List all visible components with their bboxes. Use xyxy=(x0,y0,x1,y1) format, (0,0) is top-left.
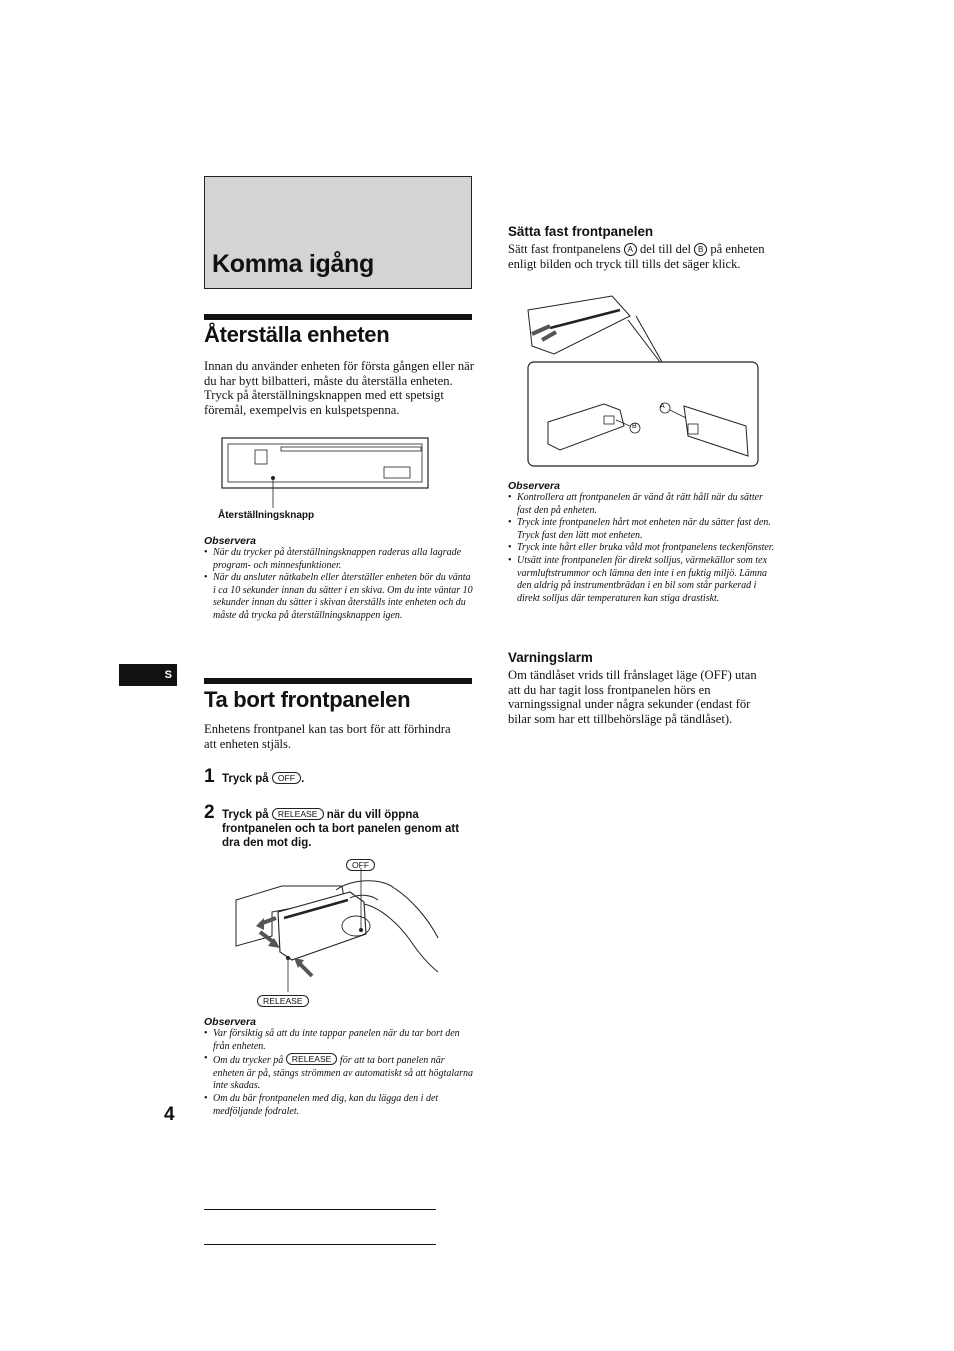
note-2-pre: Om du trycker på xyxy=(213,1055,284,1067)
reset-note-item: • När du ansluter nätkabeln eller återställer enheten bör du vänta i ca 10 sekunder innan du sätter i en skiva. Om du inte väntar 10 sekunder innan du sätter i skivan återställs inte enheten och du måste då trycka på återställningsknappen igen. xyxy=(204,572,474,622)
note-2-post: för att ta bort panelen när enheten är på, stängs strömmen av automatiskt så att högtalarna inte skadas. xyxy=(213,1055,473,1092)
attach-body-pre: Sätt fast frontpanelens xyxy=(508,242,621,256)
attach-panel-illustration xyxy=(520,294,765,470)
reset-section-title: Återställa enheten xyxy=(204,322,390,347)
step-2-pre: Tryck på xyxy=(222,809,269,821)
attach-body-mid: del till del xyxy=(639,242,692,256)
attach-note-item: • Tryck inte hårt eller bruka våld mot frontpanelens teckenfönster. xyxy=(508,542,776,555)
reset-body-text-2: Tryck på återställningsknappen med ett spetsigt föremål, exempelvis en kulspetspenna. xyxy=(204,388,444,417)
circle-b-label: B xyxy=(694,243,707,256)
attach-note-item: • Tryck inte frontpanelen hårt mot enheten när du sätter fast den. Tryck fast den lätt mot enheten. xyxy=(508,517,776,542)
figure-circle-b: B xyxy=(632,423,637,430)
release-button-symbol: RELEASE xyxy=(272,808,324,820)
reset-note-title: Observera xyxy=(204,535,256,547)
chapter-header xyxy=(204,176,472,289)
attach-note-title: Observera xyxy=(508,480,560,492)
reset-body-text: Innan du använder enheten för första gången eller när du har bytt bilbatteri, måste du återställa enheten. xyxy=(204,359,474,388)
warning-body: Om tändlåset vrids till frånslaget läge (OFF) utan att du har tagit loss frontpanelen hörs en varningssignal under några sekunder (endast för bilar som har ett tillbehörsläge på tändlåset). xyxy=(508,668,757,726)
attach-notes xyxy=(508,480,776,605)
step-1-number: 1 xyxy=(204,766,215,787)
attach-section-title: Sätta fast frontpanelen xyxy=(508,224,654,239)
remove-panel-illustration xyxy=(232,868,442,992)
bottom-rule xyxy=(204,1244,436,1245)
circle-a-label: A xyxy=(624,243,637,256)
remove-note-item: • Var försiktig så att du inte tappar panelen när du tar bort den från enheten. xyxy=(204,1028,476,1053)
remove-body: Enhetens frontpanel kan tas bort för att förhindra att enheten stjäls. xyxy=(204,722,451,751)
attach-note-item: • Utsätt inte frontpanelen för direkt solljus, värmekällor som tex varmluftstrummor och lämna den inte i en fuktig miljö. Lämna den aldrig på instrumentbrädan i en bil som står parkerad i direkt solljus där temperaturen kan stiga drastiskt. xyxy=(508,555,776,605)
reset-unit-illustration xyxy=(218,436,433,512)
remove-note-title: Observera xyxy=(204,1016,256,1028)
remove-section-title: Ta bort frontpanelen xyxy=(204,687,411,712)
step-2-text xyxy=(222,808,474,850)
figure-release-label xyxy=(257,992,309,1010)
page-number: 4 xyxy=(164,1104,175,1125)
chapter-title: Komma igång xyxy=(212,250,374,278)
figure-circle-a: A xyxy=(660,403,665,410)
reset-figure-label: Återställningsknapp xyxy=(218,510,315,521)
remove-notes xyxy=(204,1016,476,1118)
reset-body xyxy=(204,359,474,417)
remove-note-item: • Om du bär frontpanelen med dig, kan du lägga den i det medföljande fodralet. xyxy=(204,1093,476,1118)
step-1-post: . xyxy=(301,773,305,785)
attach-note-item: • Kontrollera att frontpanelen är vänd åt rätt håll när du sätter fast den på enheten. xyxy=(508,492,776,517)
step-2-post: när du vill öppna frontpanelen och ta bort panelen genom att dra den mot dig. xyxy=(222,809,460,849)
section-rule xyxy=(204,678,472,684)
section-rule xyxy=(204,314,472,320)
warning-section-title: Varningslarm xyxy=(508,650,593,665)
reset-note-item: • När du trycker på återställningsknappen raderas alla lagrade program- och minnesfunktioner. xyxy=(204,547,474,572)
note-release-symbol: RELEASE xyxy=(286,1053,338,1065)
figure-off-symbol: OFF xyxy=(346,859,375,871)
step-1-text xyxy=(222,772,472,786)
language-tab: S xyxy=(119,664,177,686)
step-2-number: 2 xyxy=(204,802,215,823)
off-button-symbol: OFF xyxy=(272,772,301,784)
step-1-pre: Tryck på xyxy=(222,773,269,785)
attach-body-post: på enheten enligt bilden och tryck till tills det säger klick. xyxy=(508,242,765,271)
reset-notes xyxy=(204,535,474,623)
figure-release-symbol: RELEASE xyxy=(257,995,309,1007)
attach-body xyxy=(508,242,770,271)
remove-note-item xyxy=(204,1053,476,1093)
bottom-rule xyxy=(204,1209,436,1210)
